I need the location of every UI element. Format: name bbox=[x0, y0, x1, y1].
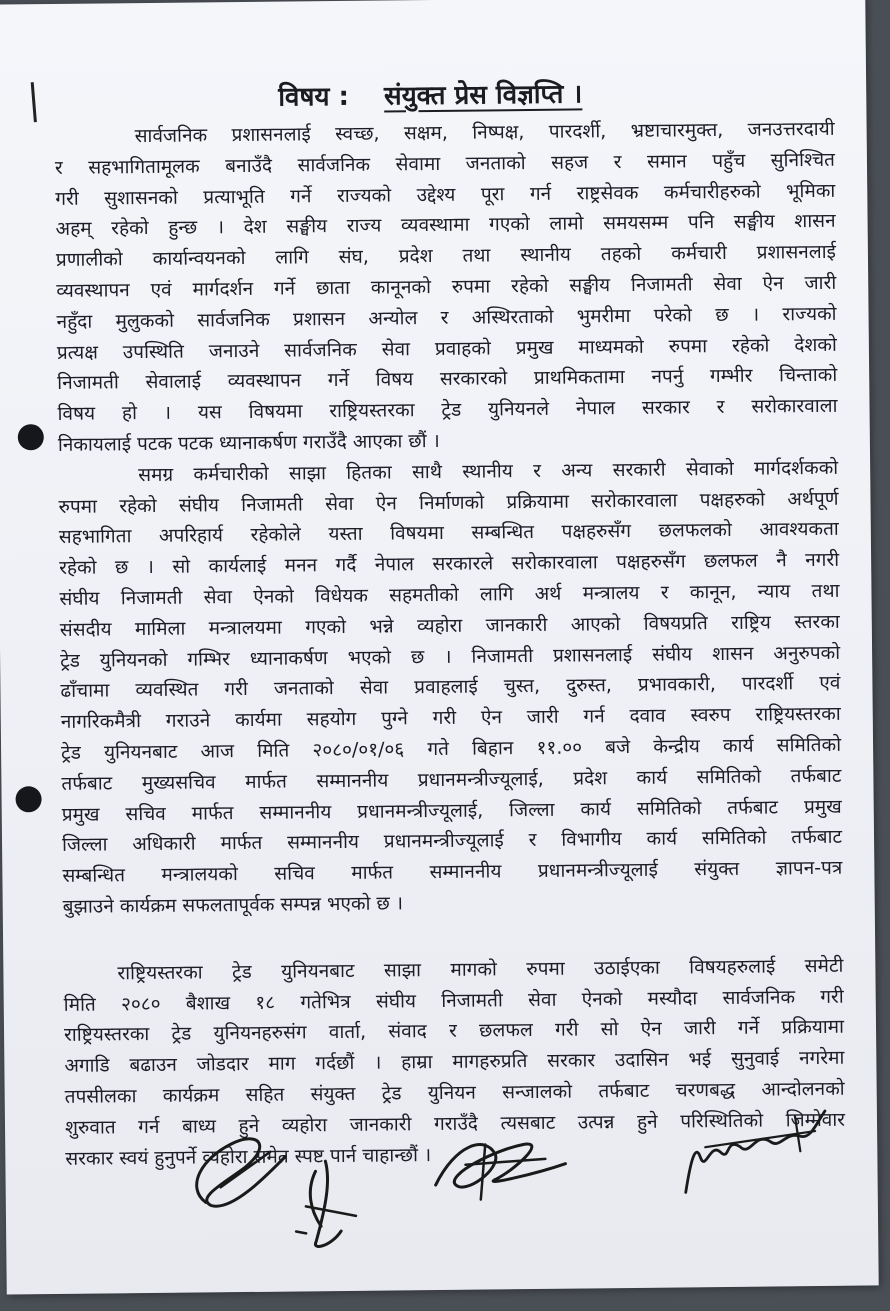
text-line: ट्रेड युनियनबाट आज मिति २०८०/०१/०६ गते बिहान ११.०० बजे केन्द्रीय कार्य समितिको bbox=[60, 733, 842, 764]
text-line: मिति २०८० बैशाख १८ गतेभित्र संघीय निजामती सेवा ऐनको मस्यौदा सार्वजनिक गरी bbox=[63, 985, 844, 1016]
text-line: समग्र कर्मचारीको साझा हितका साथै स्थानीय र अन्य सरकारी सेवाको मार्गदर्शकको bbox=[138, 456, 839, 486]
text-line: अहम् रहेको हुन्छ । देश सङ्घीय राज्य व्यवस्थामा गएको लामो समयसम्म पनि सङ्घीय शासन bbox=[55, 210, 836, 241]
punch-hole-top bbox=[18, 424, 44, 450]
text-line: नहुँदा मुलुकको सार्वजनिक प्रशासन अन्योल र अस्थिरताको भुमरीमा परेको छ । राज्यको bbox=[56, 302, 837, 333]
signature-4 bbox=[675, 1101, 836, 1203]
document-body bbox=[55, 114, 846, 1174]
text-line: गरी सुशासनको प्रत्याभूति गर्ने राज्यको उद्देश्य पूरा गर्न राष्ट्रसेवक कर्मचारीहरुको भूमिका bbox=[55, 179, 836, 210]
paragraph-1 bbox=[55, 114, 839, 461]
signature-block bbox=[175, 1101, 837, 1268]
text-line: रहेको छ । सो कार्यलाई मनन गर्दै नेपाल सरकारले सरोकारवाला पक्षहरुसँग छलफल नै नगरी bbox=[59, 548, 840, 580]
text-line: प्रणालीको कार्यान्वयनको लागि संघ, प्रदेश तथा स्थानीय तहको कर्मचारी प्रशासनलाई bbox=[55, 240, 837, 272]
signature-1 bbox=[175, 1117, 296, 1218]
text-line: व्यवस्थापन एवं मार्गदर्शन गर्ने छाता कानूनको रुपमा रहेको सङ्घीय निजामती सेवा ऐन जारी bbox=[56, 271, 837, 302]
signature-3 bbox=[425, 1124, 576, 1216]
text-line: नागरिकमैत्री गराउने कार्यमा सहयोग पुग्ने गरी ऐन जारी गर्न दवाव स्वरुप राष्ट्रियस्तरका bbox=[60, 702, 841, 734]
paragraph-2 bbox=[58, 453, 843, 923]
text-line: जिल्ला अधिकारी मार्फत सम्माननीय प्रधानमन्त्रीज्यूलाई र विभागीय कार्य समितिको तर्फबाट bbox=[61, 826, 843, 857]
text-line: राष्ट्रियस्तरका ट्रेड युनियनबाट साझा मागको रुपमा उठाईएका विषयहरुलाई समेटी bbox=[117, 954, 844, 985]
text-line: ट्रेड युनियनको गम्भिर ध्यानाकर्षण भएको छ । निजामती प्रशासनलाई संघीय शासन अनुरुपको bbox=[60, 641, 841, 672]
text-line: सार्वजनिक प्रशासनलाई स्वच्छ, सक्षम, निष्पक्ष, पारदर्शी, भ्रष्टाचारमुक्त, जनउत्तरदायी bbox=[134, 117, 835, 148]
text-line: निजामती सेवालाई व्यवस्थापन गर्ने विषय सरकारको प्राथमिकतामा नपर्नु गम्भीर चिन्ताको bbox=[57, 364, 838, 395]
text-line: र सहभागितामूलक बनाउँदै सार्वजनिक सेवामा जनताको सहज र समान पहुँच सुनिश्चित bbox=[54, 148, 836, 179]
text-line: तपसीलका कार्यक्रम सहित संयुक्त ट्रेड युनियन सन्जालको तर्फबाट चरणबद्ध आन्दोलनको bbox=[64, 1077, 845, 1108]
text-line: राष्ट्रियस्तरका ट्रेड युनियनहरुसंग वार्ता, संवाद र छलफल गरी सो ऐन जारी गर्ने प्रक्रियामा bbox=[63, 1016, 845, 1047]
text-line: बुझाउने कार्यक्रम सफलतापूर्वक सम्पन्न भएको छ । bbox=[62, 892, 404, 918]
text-line: निकायलाई पटक पटक ध्यानाकर्षण गराउँदै आएका छौं । bbox=[57, 429, 440, 456]
text-line: प्रमुख सचिव मार्फत सम्माननीय प्रधानमन्त्रीज्यूलाई, जिल्ला कार्य समितिको तर्फबाट प्रमुख bbox=[61, 795, 842, 826]
text-line: सरकार स्वयं हुनुपर्ने व्यहोरा समेत स्पष्ट पार्न चाहान्छौं । bbox=[65, 1143, 432, 1170]
text-line: सम्बन्धित मन्त्रालयको सचिव मार्फत सम्माननीय प्रधानमन्त्रीज्यूलाई संयुक्त ज्ञापन-पत्र bbox=[62, 856, 843, 888]
text-line: शुरुवात गर्न बाध्य हुने व्यहोरा जानकारी गराउँदै त्यसबाट उत्पन्न हुने परिस्थितिको जिम्मेवार bbox=[64, 1108, 846, 1139]
subject-title: संयुक्त प्रेस विज्ञप्ति । bbox=[383, 79, 583, 112]
text-line: प्रत्यक्ष उपस्थिति जनाउने सार्वजनिक सेवा प्रवाहको प्रमुख माध्यमको रुपमा रहेको देशको bbox=[56, 333, 837, 364]
document-heading bbox=[0, 71, 866, 116]
text-line: रुपमा रहेको संघीय निजामती सेवा ऐन निर्माणको प्रक्रियामा सरोकारवाला पक्षहरुको अर्थपूर्ण bbox=[58, 487, 839, 518]
text-line: संघीय निजामती सेवा ऐनको विधेयक सहमतीको लागि अर्थ मन्त्रालय र कानून, न्याय तथा bbox=[59, 579, 840, 610]
subject-label: विषय : bbox=[278, 81, 350, 113]
text-line: संसदीय मामिला मन्त्रालयमा गएको भन्ने व्यहोरा जानकारी आएको विषयप्रति राष्ट्रिय स्तरका bbox=[59, 610, 840, 641]
text-line: ढाँचामा व्यवस्थित गरी जनताको सेवा प्रवाहलाई चुस्त, दुरुस्त, प्रभावकारी, पारदर्शी एवं bbox=[60, 672, 841, 703]
text-line: तर्फबाट मुख्यसचिव मार्फत सम्माननीय प्रधानमन्त्रीज्यूलाई, प्रदेश कार्य समितिको तर्फबाट bbox=[61, 764, 842, 795]
text-line: अगाडि बढाउन जोडदार माग गर्दछौं । हाम्रा मागहरुप्रति सरकार उदासिन भई सुनुवाई नगरेमा bbox=[64, 1046, 845, 1078]
text-line: विषय हो । यस विषयमा राष्ट्रियस्तरका ट्रेड युनियनले नेपाल सरकार र सरोकारवाला bbox=[57, 394, 838, 426]
text-line: सहभागिता अपरिहार्य रहेकोले यस्ता विषयमा सम्बन्धित पक्षहरुसँग छलफलको आवश्यकता bbox=[58, 518, 839, 549]
signature-2 bbox=[285, 1151, 376, 1262]
punch-hole-bottom bbox=[15, 786, 41, 812]
